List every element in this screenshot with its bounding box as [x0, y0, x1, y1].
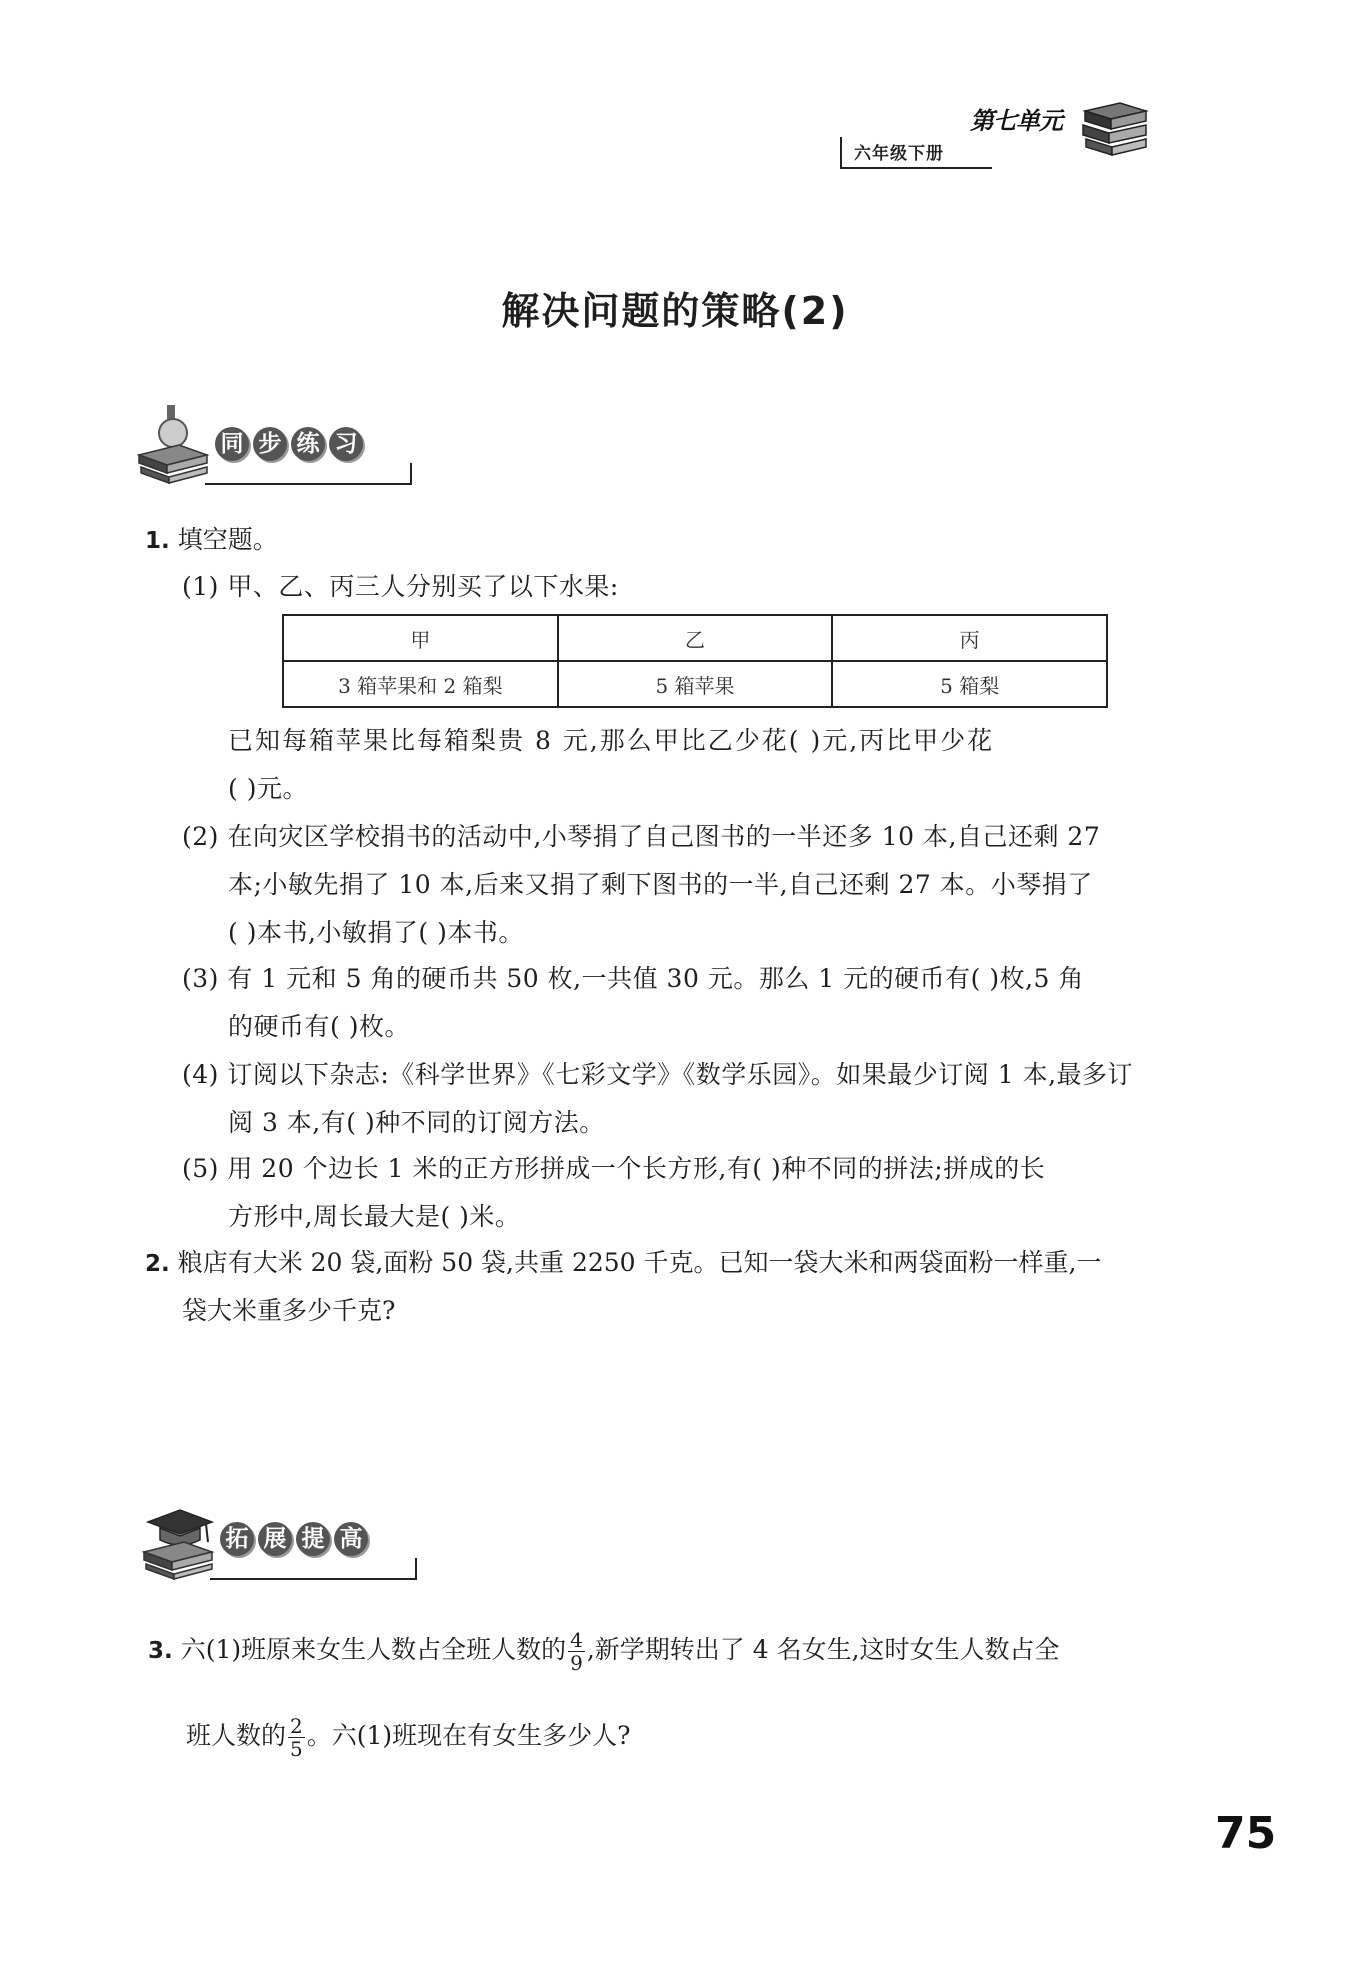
section-char: 练 [291, 427, 325, 461]
question-text: 填空题。 [177, 525, 278, 554]
q1-part5-line2: 方形中,周长最大是( )米。 [228, 1202, 521, 1231]
q1-part4-line2: 阅 3 本,有( )种不同的订阅方法。 [228, 1108, 605, 1137]
q2-line2: 袋大米重多少千克? [182, 1296, 396, 1325]
table-cell: 5 箱苹果 [558, 661, 833, 707]
fraction-numerator: 2 [290, 1714, 303, 1738]
question-number: 2. [145, 1251, 170, 1277]
section-char: 拓 [220, 1522, 254, 1556]
banner-underline [210, 1558, 417, 1580]
section-char: 同 [215, 427, 249, 461]
q1-part1-intro: (1) 甲、乙、丙三人分别买了以下水果: [182, 572, 619, 601]
books-lamp-icon [135, 405, 215, 485]
question-text: 班人数的 [186, 1721, 287, 1750]
section-char: 展 [258, 1522, 292, 1556]
graduation-cap-books-icon [140, 1500, 220, 1580]
fraction-denominator: 9 [570, 1651, 583, 1675]
question-2 [145, 1246, 1101, 1281]
section-title [215, 427, 363, 461]
section-char: 步 [253, 427, 287, 461]
books-icon [1080, 99, 1150, 157]
table-cell: 5 箱梨 [832, 661, 1107, 707]
question-number: 3. [148, 1638, 173, 1664]
question-3 [148, 1620, 1060, 1681]
q1-part2-line2: 本;小敏先捐了 10 本,后来又捐了剩下图书的一半,自己还剩 27 本。小琴捐了 [228, 870, 1093, 899]
q1-part1-line1: 已知每箱苹果比每箱梨贵 8 元,那么甲比乙少花( )元,丙比甲少花 [228, 726, 995, 755]
table-header-row [283, 615, 1107, 661]
table-cell: 3 箱苹果和 2 箱梨 [283, 661, 558, 707]
question-number: 1. [145, 528, 170, 554]
grade-label: 六年级下册 [854, 144, 944, 164]
table-row [283, 661, 1107, 707]
fraction [568, 1629, 585, 1674]
question-text: 。六(1)班现在有女生多少人? [306, 1721, 631, 1750]
fraction-numerator: 4 [570, 1628, 583, 1652]
banner-underline [205, 463, 412, 485]
section-title [220, 1522, 368, 1556]
question-1 [145, 523, 278, 558]
question-text: 粮店有大米 20 袋,面粉 50 袋,共重 2250 千克。已知一袋大米和两袋面粉一样重,一 [177, 1248, 1102, 1277]
section-char: 高 [334, 1522, 368, 1556]
question-text: 六(1)班原来女生人数占全班人数的 [180, 1635, 567, 1664]
fraction-denominator: 5 [290, 1737, 303, 1761]
q1-part2-line3: ( )本书,小敏捐了( )本书。 [228, 918, 524, 947]
page-title: 解决问题的策略(2) [501, 289, 849, 333]
q1-part1-line2: ( )元。 [228, 774, 308, 803]
q1-part4-line1: (4) 订阅以下杂志:《科学世界》《七彩文学》《数学乐园》。如果最少订阅 1 本,最多订 [182, 1060, 1134, 1089]
page-number: 75 [1215, 1808, 1277, 1859]
fraction [288, 1715, 305, 1760]
table-header-cell: 丙 [832, 615, 1107, 661]
question-text: ,新学期转出了 4 名女生,这时女生人数占全 [586, 1635, 1060, 1664]
section-char: 提 [296, 1522, 330, 1556]
q1-part5-line1: (5) 用 20 个边长 1 米的正方形拼成一个长方形,有( )种不同的拼法;拼成的长 [182, 1154, 1046, 1183]
q3-line2 [186, 1706, 631, 1766]
q1-part2-line1: (2) 在向灾区学校捐书的活动中,小琴捐了自己图书的一半还多 10 本,自己还剩 27 [182, 822, 1101, 851]
grade-label-box [840, 137, 992, 169]
page-header [830, 95, 1170, 175]
q1-part3-line1: (3) 有 1 元和 5 角的硬币共 50 枚,一共值 30 元。那么 1 元的硬币有( )枚,5 角 [182, 964, 1084, 993]
section-char: 习 [329, 427, 363, 461]
table-header-cell: 甲 [283, 615, 558, 661]
unit-label: 第七单元 [970, 107, 1062, 135]
q1-part3-line2: 的硬币有( )枚。 [228, 1012, 410, 1041]
fruit-table [282, 614, 1108, 708]
section-banner-sync-practice [135, 405, 435, 495]
table-header-cell: 乙 [558, 615, 833, 661]
section-banner-extension [140, 1500, 440, 1590]
